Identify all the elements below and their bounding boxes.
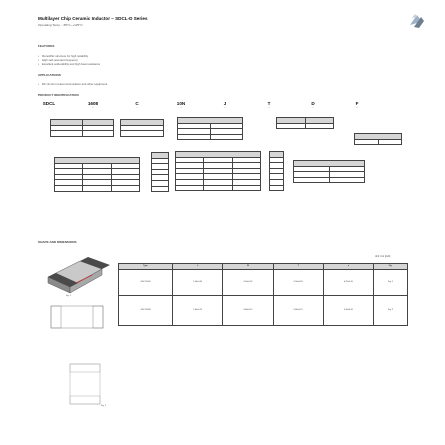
tolerance-table [151, 152, 169, 192]
code-d: D [311, 101, 315, 106]
code-inductance: 10N [176, 101, 186, 106]
shape-dimensions-heading: SHAPE AND DIMENSIONS [38, 240, 77, 244]
packaging-code-table [354, 133, 402, 145]
code-packaging: T [267, 101, 271, 106]
col-header: T [273, 264, 323, 270]
operating-temperature: Operating Temp.: -55°C~+125°C [38, 23, 83, 27]
code-label: Ⓐ [48, 107, 50, 109]
dimensions-table [118, 263, 408, 326]
feature-item: • Monolithic structure for high reliability [38, 54, 88, 58]
table-cell: 0.50±0.05 [223, 269, 273, 295]
document-title: Multilayer Chip Ceramic Inductor – SDCL-D Series [38, 16, 148, 21]
table-cell: 0.25±0.10 [323, 269, 373, 295]
code-tolerance: J [223, 101, 227, 106]
chip-figure-1-outline [47, 298, 109, 338]
table-cell: SDCL1005 [119, 269, 173, 295]
table-cell: Fig. 1 [374, 269, 408, 295]
table-row [119, 269, 408, 295]
code-series: SDCL [42, 101, 56, 106]
code-label: Ⓖ [312, 107, 314, 109]
chip-figure-2 [60, 360, 110, 408]
part-number-codes [34, 101, 372, 109]
col-header: L [173, 264, 223, 270]
code-size: 1608 [87, 101, 99, 106]
col-header: Fig. [374, 264, 408, 270]
size-code-table [50, 119, 114, 137]
applications-heading: APPLICATIONS [38, 73, 61, 77]
unit-note: Unit: mm [inch] [375, 256, 391, 258]
code-label: Ⓒ [136, 107, 138, 109]
features-heading: FEATURES [38, 44, 55, 48]
col-header: a [323, 264, 373, 270]
table-cell: SDCL1608 [119, 295, 173, 325]
figure-2-label: Fig. 2 [101, 405, 107, 407]
application-item: • RF circuit in telecommunication and other equipment [38, 82, 107, 86]
table-row [119, 295, 408, 325]
table-cell: 0.30±0.20 [323, 295, 373, 325]
f-code-table [293, 160, 365, 183]
tolerance-code-table [276, 117, 334, 129]
material-code-table [120, 119, 164, 137]
code-label: Ⓔ [224, 107, 226, 109]
table-cell: 0.50±0.05 [273, 269, 323, 295]
table-cell: 0.80±0.15 [273, 295, 323, 325]
packaging-table [54, 157, 140, 192]
table-cell: 1.00±0.05 [173, 269, 223, 295]
company-logo-icon [406, 10, 428, 32]
table-cell: 0.80±0.15 [223, 295, 273, 325]
chip-figure-1 [40, 247, 114, 299]
code-label: Ⓗ [356, 107, 358, 109]
code-f: F [355, 101, 359, 106]
feature-item: • High self-resonant frequency [38, 58, 78, 62]
code-label: Ⓕ [268, 107, 270, 109]
feature-item: • Excellent solderability and high heat resistance [38, 62, 100, 66]
product-identification-heading: PRODUCT IDENTIFICATION [38, 93, 79, 97]
table-cell: Fig. 2 [374, 295, 408, 325]
code-label: Ⓓ [180, 107, 182, 109]
inductance-code-table [177, 117, 243, 140]
code-label: Ⓑ [92, 107, 94, 109]
inductance-range-table [175, 151, 261, 191]
col-header: Type [119, 264, 173, 270]
col-header: W [223, 264, 273, 270]
figure-1-label: Fig. 1 [66, 295, 72, 297]
d-code-table [269, 151, 284, 191]
code-material: C [135, 101, 139, 106]
table-cell: 1.60±0.15 [173, 295, 223, 325]
